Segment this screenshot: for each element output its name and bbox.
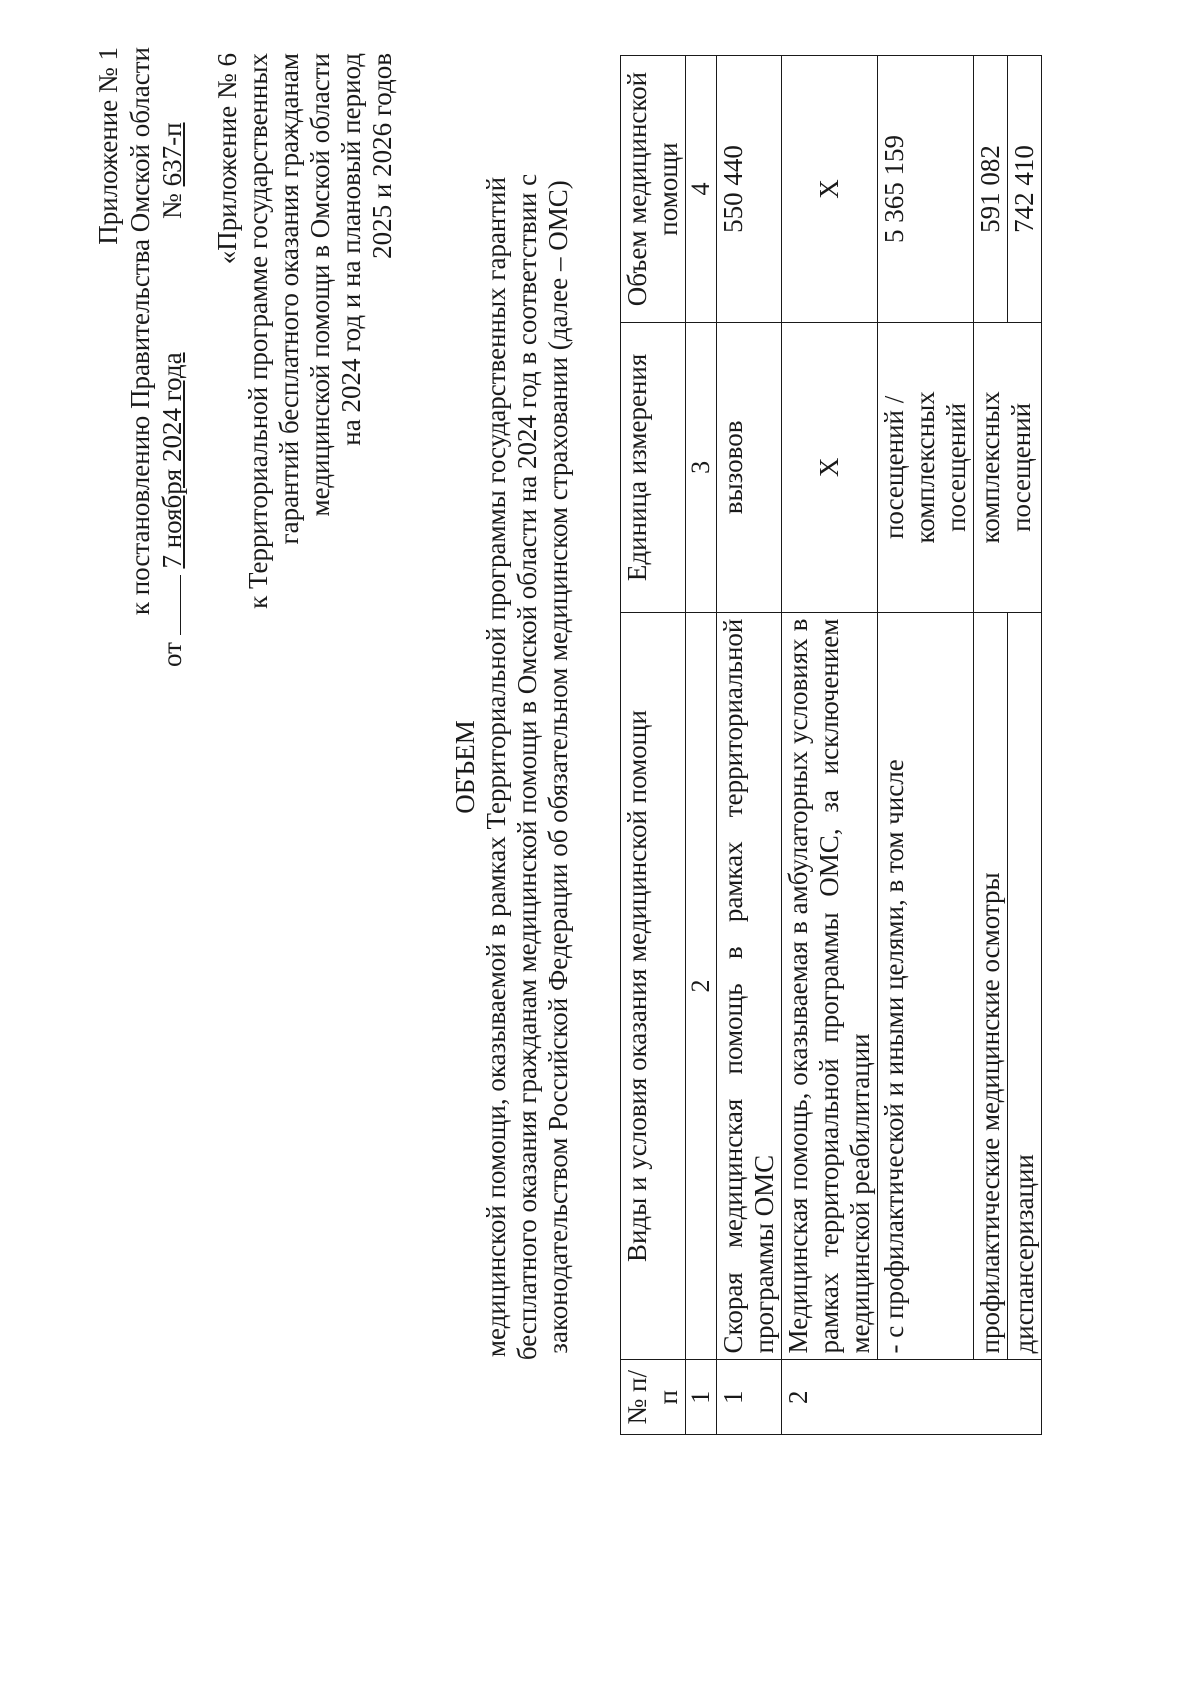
annex-6-line: гарантий бесплатного оказания гражданам [274, 53, 304, 545]
date-blank [156, 575, 181, 635]
row-unit: Х [782, 323, 878, 613]
row-unit: комплексных посещений [974, 323, 1042, 613]
row-unit: вызовов [717, 323, 782, 613]
title-line: медицинской помощи, оказываемой в рамках Территориальной программы государственных гарантий [481, 176, 511, 1358]
table-index-row [686, 56, 717, 1435]
table-row [717, 56, 782, 1435]
index-cell: 3 [686, 323, 717, 613]
header-volume: Объем медицинской помощи [621, 56, 686, 323]
index-cell: 4 [686, 56, 717, 323]
table-row [1008, 56, 1042, 1435]
row-volume: 550 440 [717, 56, 782, 323]
annex-6-line: медицинской помощи в Омской области [305, 53, 335, 517]
index-cell: 2 [686, 612, 717, 1360]
date-prefix: от [157, 642, 187, 667]
header-no: № п/п [621, 1360, 686, 1435]
header-kind: Виды и условия оказания медицинской помощи [621, 612, 686, 1360]
row-volume: 591 082 [974, 56, 1008, 323]
row-volume: 5 365 159 [878, 56, 974, 323]
annex-1-date-line [156, 47, 188, 667]
row-no: 2 [782, 1360, 1042, 1435]
table-row [878, 56, 974, 1435]
annex-1-header [92, 47, 188, 667]
row-no: 1 [717, 1360, 782, 1435]
title-line: бесплатного оказания гражданам медицинской помощи в Омской области на 2024 год в соответствии с [512, 173, 542, 1361]
annex-6-line: «Приложение № 6 [212, 53, 242, 265]
annex-6-line: 2025 и 2026 годов [367, 53, 397, 259]
row-kind: Скорая медицинская помощь в рамках территориальной программы ОМС [717, 612, 782, 1360]
annex-6-header [212, 53, 398, 693]
annex-1-title: Приложение № 1 [93, 47, 123, 245]
row-volume: 742 410 [1008, 56, 1042, 323]
row-unit: посещений / комплексных посещений [878, 323, 974, 613]
index-cell: 1 [686, 1360, 717, 1435]
volume-table [620, 55, 1042, 1435]
annex-6-line: к Территориальной программе государственных [243, 53, 273, 609]
decree-date: 7 ноября 2024 года [157, 352, 187, 569]
document-title [450, 37, 574, 1497]
annex-1-decree: к постановлению Правительства Омской области [125, 47, 155, 616]
table-header-row [621, 56, 686, 1435]
header-unit: Единица измерения [621, 323, 686, 613]
row-kind: - с профилактической и иными целями, в том числе [878, 612, 974, 1360]
row-volume: Х [782, 56, 878, 323]
decree-number: 637-п [157, 122, 187, 187]
table-row [974, 56, 1008, 1435]
table-row [782, 56, 878, 1435]
number-prefix: № [157, 193, 187, 219]
annex-6-line: на 2024 год и на плановый период [336, 53, 366, 446]
row-kind: диспансеризации [1008, 612, 1042, 1360]
title-heading: ОБЪЕМ [450, 720, 480, 814]
row-kind: Медицинская помощь, оказываемая в амбулаторных условиях в рамках территориальной программы ОМС, за исключением медицинской реабилитации [782, 612, 878, 1360]
title-line: законодательством Российской Федерации об обязательном медицинском страховании (далее – ОМС) [543, 180, 573, 1354]
row-kind: профилактические медицинские осмотры [974, 612, 1008, 1360]
